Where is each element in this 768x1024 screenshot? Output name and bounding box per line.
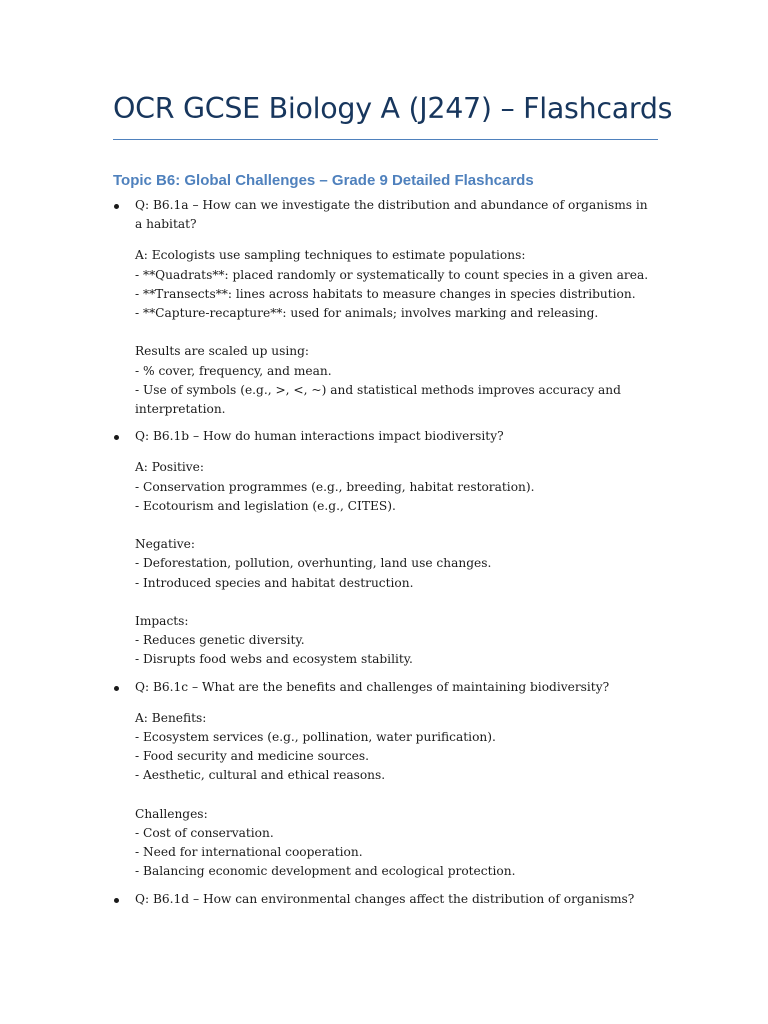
flashcard-item <box>113 890 658 909</box>
answer-line: - **Transects**: lines across habitats to measure changes in species distribution. <box>135 286 636 301</box>
answer-line: A: Ecologists use sampling techniques to estimate populations: <box>135 248 526 263</box>
flashcard-item <box>113 196 658 419</box>
answer-line: - Introduced species and habitat destruction. <box>135 575 414 590</box>
answer-line: - **Capture-recapture**: used for animals; involves marking and releasing. <box>135 306 599 321</box>
answer-line: Challenges: <box>135 806 208 821</box>
answer-line: Results are scaled up using: <box>135 344 310 359</box>
flashcard-question: Q: B6.1a – How can we investigate the distribution and abundance of organisms in a habitat? <box>135 198 648 232</box>
topic-heading: Topic B6: Global Challenges – Grade 9 Detailed Flashcards <box>113 172 534 189</box>
flashcard-list <box>113 196 658 917</box>
answer-line: - Need for international cooperation. <box>135 845 363 860</box>
title-underline <box>113 139 658 140</box>
answer-line: - Ecotourism and legislation (e.g., CITES). <box>135 498 396 513</box>
flashcard-item <box>113 678 658 882</box>
flashcard-question: Q: B6.1b – How do human interactions impact biodiversity? <box>135 429 504 444</box>
flashcard-answer <box>135 709 658 882</box>
bullet-icon <box>114 686 119 691</box>
flashcard-answer <box>135 246 658 419</box>
answer-line: Impacts: <box>135 614 189 629</box>
answer-line: - Disrupts food webs and ecosystem stability. <box>135 652 413 667</box>
answer-spacer <box>135 323 658 342</box>
answer-line: A: Benefits: <box>135 710 207 725</box>
answer-line: - Use of symbols (e.g., >, <, ~) and statistical methods improves accuracy and interpretation. <box>135 382 621 417</box>
answer-line: - % cover, frequency, and mean. <box>135 363 332 378</box>
answer-spacer <box>135 593 658 612</box>
answer-spacer <box>135 786 658 805</box>
answer-line: - Aesthetic, cultural and ethical reasons. <box>135 768 386 783</box>
answer-line: - Food security and medicine sources. <box>135 749 370 764</box>
answer-line: - Conservation programmes (e.g., breeding, habitat restoration). <box>135 479 535 494</box>
document-title: OCR GCSE Biology A (J247) – Flashcards <box>113 92 673 125</box>
answer-line: - Deforestation, pollution, overhunting, land use changes. <box>135 556 492 571</box>
bullet-icon <box>114 898 119 903</box>
answer-spacer <box>135 516 658 535</box>
answer-line: - Reduces genetic diversity. <box>135 633 305 648</box>
answer-line: Negative: <box>135 537 195 552</box>
answer-line: - **Quadrats**: placed randomly or systematically to count species in a given area. <box>135 267 649 282</box>
answer-line: - Ecosystem services (e.g., pollination, water purification). <box>135 730 496 745</box>
answer-line: - Balancing economic development and ecological protection. <box>135 864 516 879</box>
answer-line: - Cost of conservation. <box>135 826 274 841</box>
flashcard-item <box>113 427 658 669</box>
flashcard-question: Q: B6.1c – What are the benefits and challenges of maintaining biodiversity? <box>135 679 610 694</box>
flashcard-question: Q: B6.1d – How can environmental changes affect the distribution of organisms? <box>135 891 635 906</box>
flashcard-answer <box>135 458 658 669</box>
answer-line: A: Positive: <box>135 460 204 475</box>
bullet-icon <box>114 204 119 209</box>
bullet-icon <box>114 435 119 440</box>
